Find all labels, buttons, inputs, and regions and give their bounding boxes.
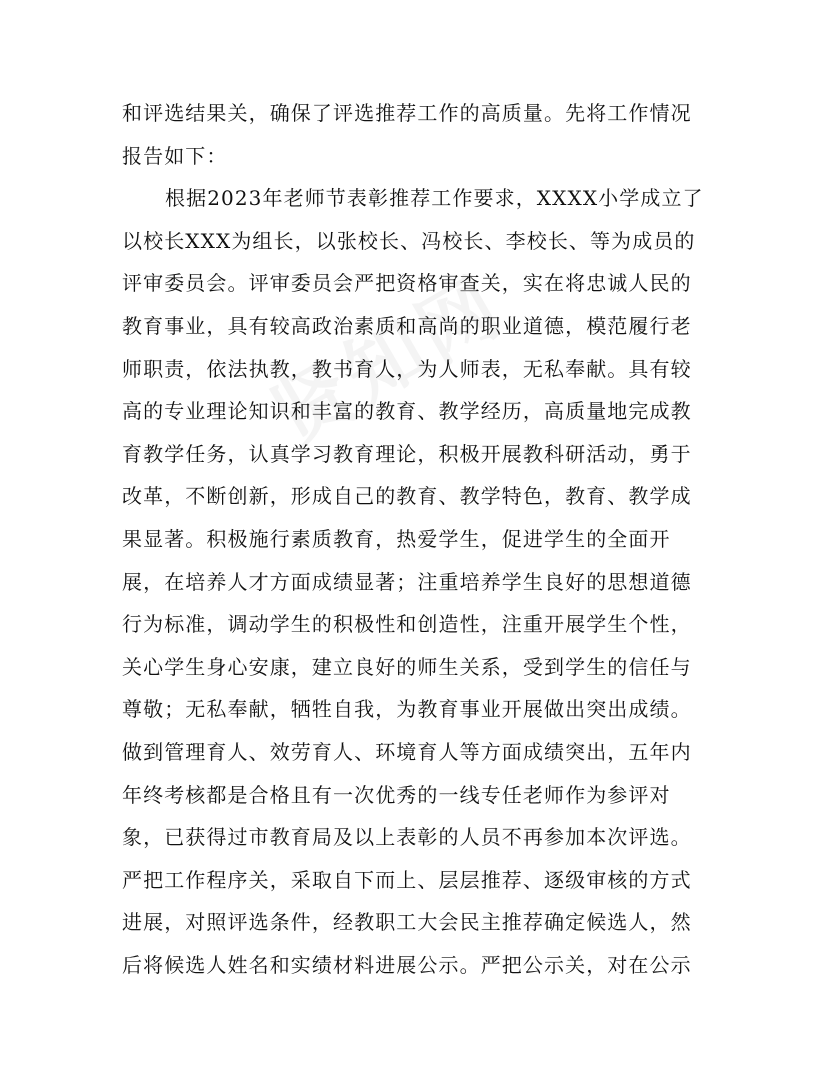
text-line: 年终考核都是合格且有一次优秀的一线专任老师作为参评对 <box>122 782 671 807</box>
text-line: 师职责，依法执教，教书育人，为人师表，无私奉献。具有较 <box>122 356 692 381</box>
text-line: 严把工作程序关，采取自下而上、层层推荐、逐级审核的方式 <box>122 867 692 892</box>
text-line: 报告如下： <box>122 143 228 168</box>
text-line: 展，在培养人才方面成绩显著；注重培养学生良好的思想道德 <box>122 569 692 594</box>
document-body <box>122 92 722 986</box>
text-line: 尊敬；无私奉献，牺牲自我，为教育事业开展做出突出成绩。 <box>122 697 692 722</box>
text-line: 行为标准，调动学生的积极性和创造性，注重开展学生个性， <box>122 612 692 637</box>
text-line: 后将候选人姓名和实绩材料进展公示。严把公示关，对在公示 <box>122 952 692 977</box>
text-line: 评审委员会。评审委员会严把资格审查关，实在将忠诚人民的 <box>122 271 692 296</box>
text-line: 育教学任务，认真学习教育理论，积极开展教科研活动，勇于 <box>122 441 692 466</box>
text-line: 和评选结果关，确保了评选推荐工作的高质量。先将工作情况 <box>122 101 692 125</box>
text-line: 做到管理育人、效劳育人、环境育人等方面成绩突出，五年内 <box>122 739 692 764</box>
paragraph-start-line: 根据2023年老师节表彰推荐工作要求，XXXX小学成立了 <box>165 186 704 211</box>
text-line: 以校长XXX为组长，以张校长、冯校长、李校长、等为成员的 <box>122 228 696 253</box>
text-line: 进展，对照评选条件，经教职工大会民主推荐确定候选人，然 <box>122 910 692 935</box>
text-line: 高的专业理论知识和丰富的教育、教学经历，高质量地完成教 <box>122 399 692 424</box>
text-line: 关心学生身心安康，建立良好的师生关系，受到学生的信任与 <box>122 654 692 679</box>
text-line: 象，已获得过市教育局及以上表彰的人员不再参加本次评选。 <box>122 825 692 850</box>
text-line: 改革，不断创新，形成自己的教育、教学特色，教育、教学成 <box>122 484 692 509</box>
text-line: 果显著。积极施行素质教育，热爱学生，促进学生的全面开 <box>122 526 671 551</box>
text-line: 教育事业，具有较高政治素质和高尚的职业道德，模范履行老 <box>122 313 692 338</box>
